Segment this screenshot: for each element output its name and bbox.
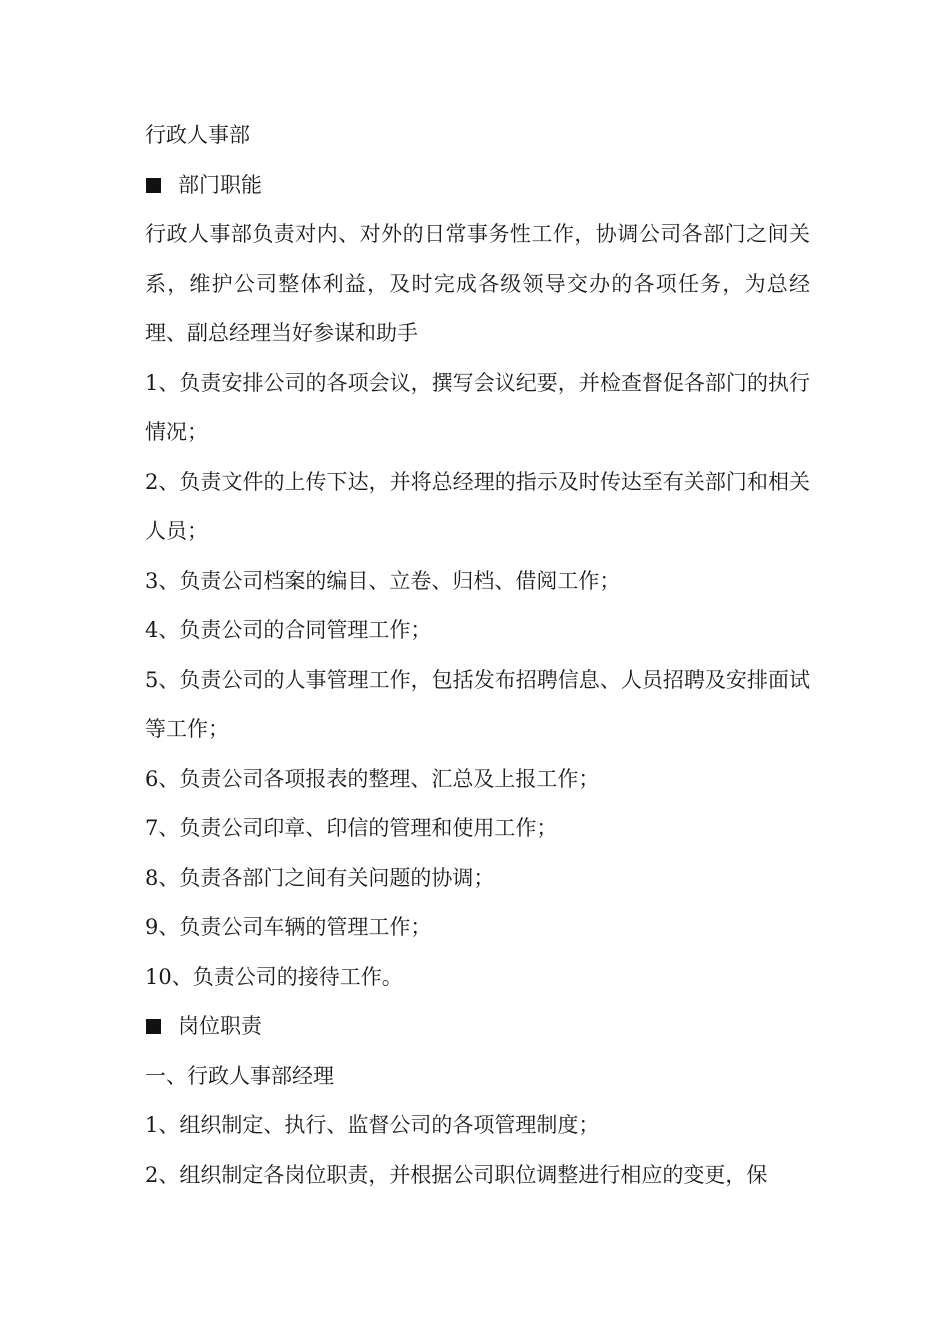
section-intro-paragraph: 行政人事部负责对内、对外的日常事务性工作，协调公司各部门之间关系，维护公司整体利益，及时完成各级领导交办的各项任务，为总经理、副总经理当好参谋和助手 [145,222,810,345]
list-item: 2、负责文件的上传下达，并将总经理的指示及时传达至有关部门和相关人员； [145,469,810,543]
section-heading-label: 岗位职责 [178,1014,262,1038]
section-heading-functions [145,161,810,211]
section-heading-label: 部门职能 [178,172,262,197]
list-item: 8、负责各部门之间有关问题的协调； [145,865,495,890]
list-item: 7、负责公司印章、印信的管理和使用工作； [145,816,558,840]
list-item: 1、组织制定、执行、监督公司的各项管理制度； [145,1113,600,1137]
list-item: 9、负责公司车辆的管理工作； [145,915,432,939]
square-bullet-icon [146,178,161,193]
square-bullet-icon [146,1019,161,1034]
subsection-heading: 一、行政人事部经理 [145,1063,334,1088]
list-item: 3、负责公司档案的编目、立卷、归档、借阅工作； [145,568,621,593]
list-item: 4、负责公司的合同管理工作； [145,618,432,642]
list-item: 2、组织制定各岗位职责，并根据公司职位调整进行相应的变更，保 [145,1162,768,1187]
list-item: 1、负责安排公司的各项会议，撰写会议纪要，并检查督促各部门的执行情况； [145,370,810,444]
document-body [145,111,810,1200]
section-heading-duties [145,1002,810,1052]
list-item: 10、负责公司的接待工作。 [145,964,403,989]
document-title: 行政人事部 [145,123,250,147]
list-item: 6、负责公司各项报表的整理、汇总及上报工作； [145,766,600,791]
list-item: 5、负责公司的人事管理工作，包括发布招聘信息、人员招聘及安排面试等工作； [145,667,810,741]
